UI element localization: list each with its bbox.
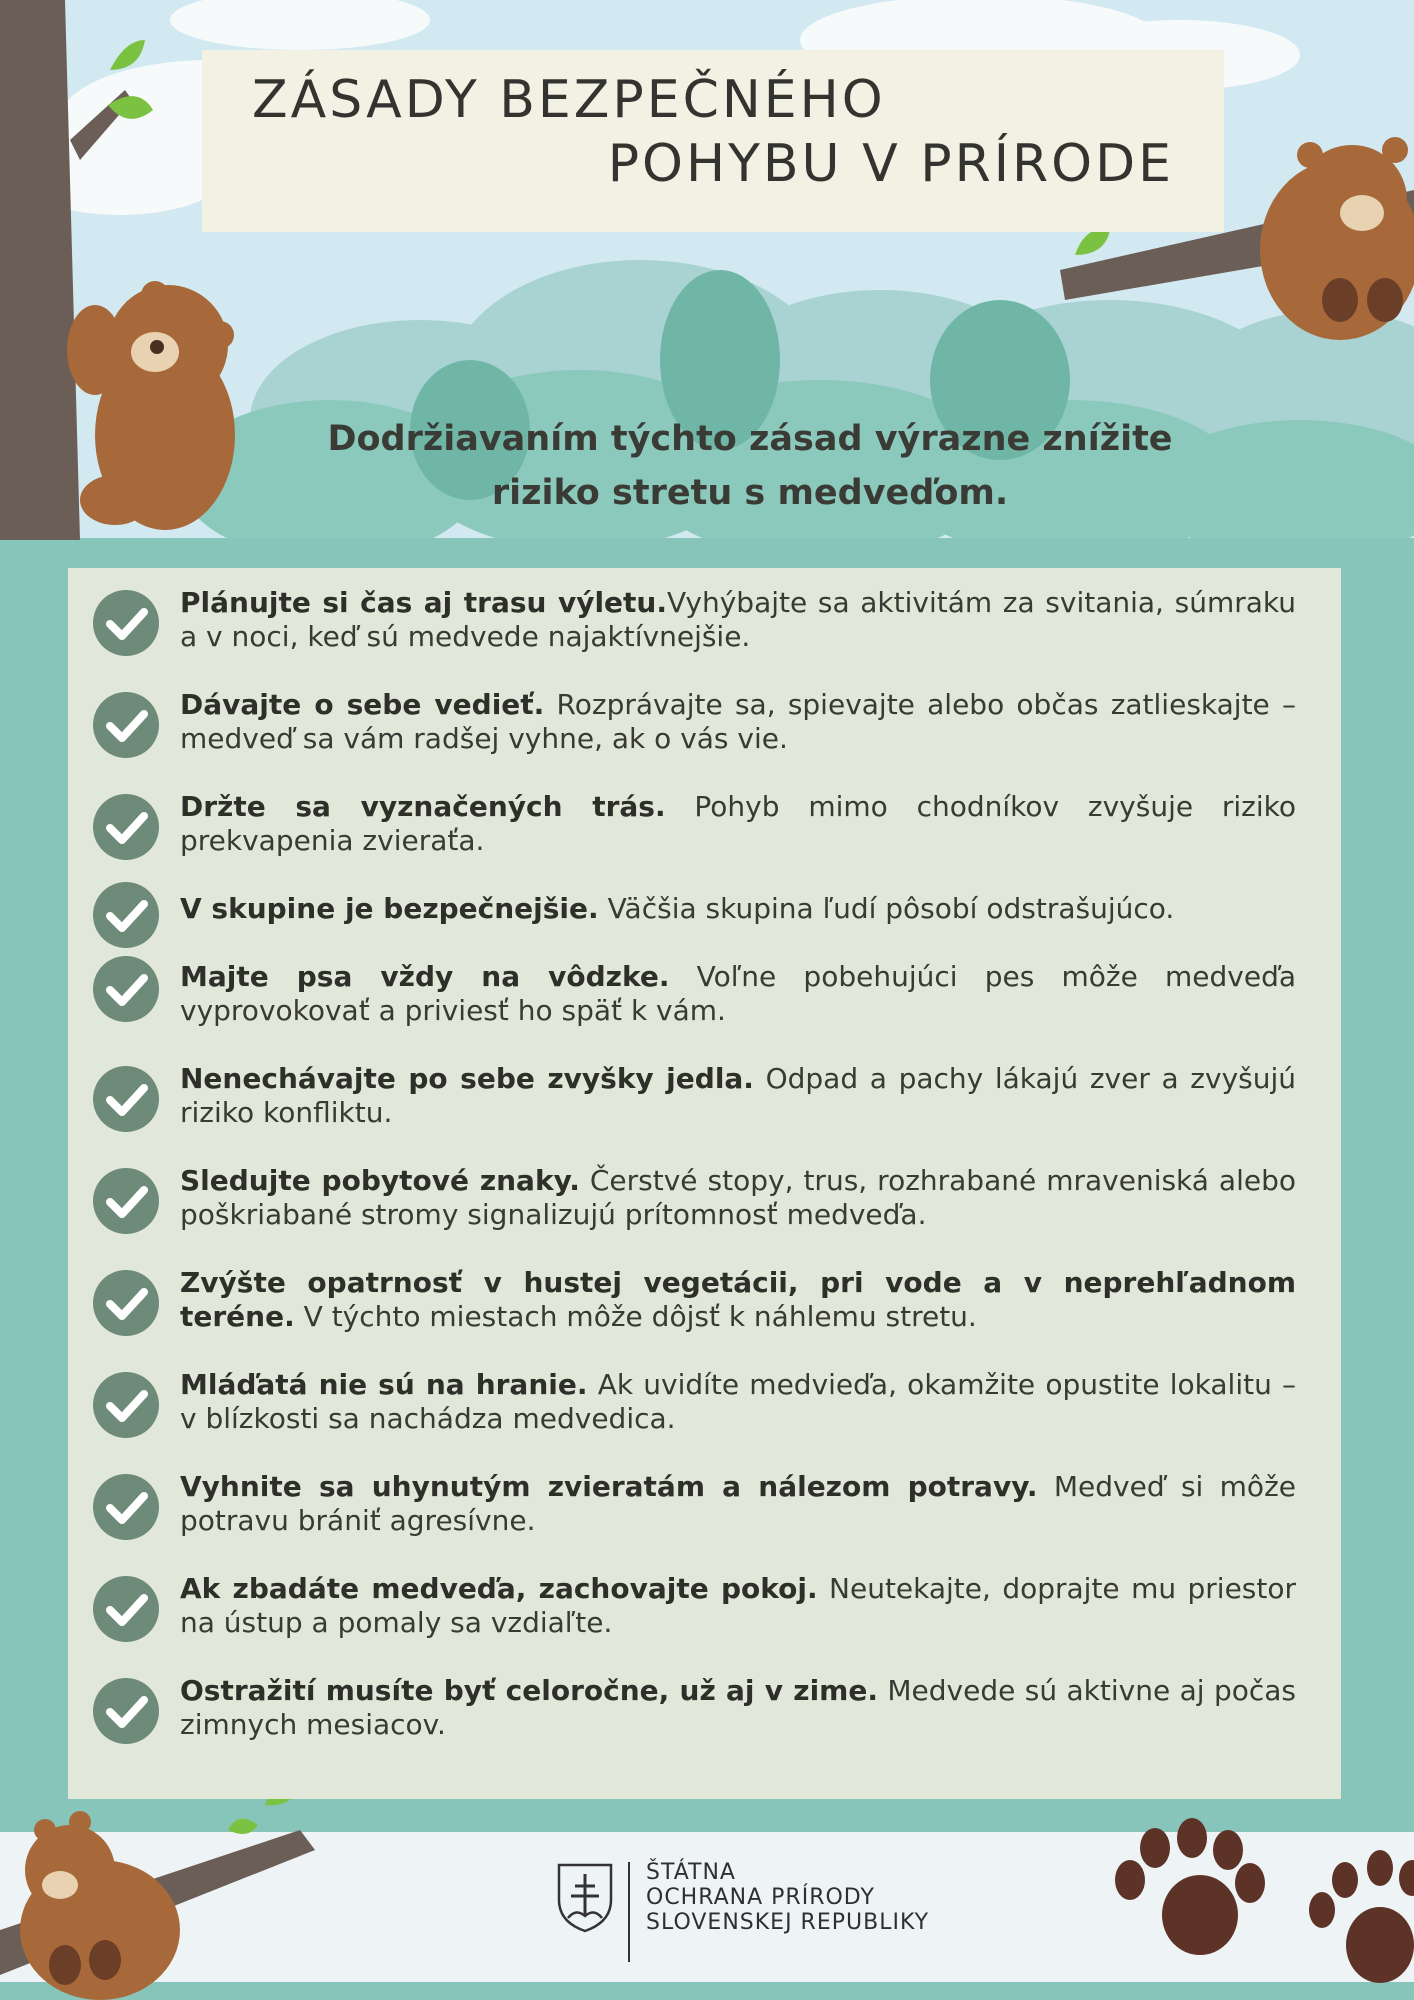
rule-text: Mláďatá nie sú na hranie. Ak uvidíte medvieďa, okamžite opustite lokalitu – v blízkosti sa nachádza medvedica. xyxy=(180,1368,1297,1435)
subtitle xyxy=(320,412,1180,520)
rule-text: Majte psa vždy na vôdzke. Voľne pobehujúci pes môže medveďa vyprovokovať a priviesť ho späť k vám. xyxy=(180,960,1296,1027)
rule-text: Zvýšte opatrnosť v hustej vegetácii, pri vode a v neprehľadnom teréne. V týchto miestach môže dôjsť k náhlemu stretu. xyxy=(180,1266,1296,1333)
coat-of-arms-icon xyxy=(556,1862,614,1934)
check-icon xyxy=(93,1576,159,1642)
check-icon xyxy=(93,590,159,656)
subtitle-line-1: Dodržiavaním týchto zásad výrazne znížite xyxy=(327,419,1173,459)
check-icon xyxy=(93,882,159,948)
title-line-1: ZÁSADY BEZPEČNÉHO xyxy=(252,70,886,130)
rule-text: Sledujte pobytové znaky. Čerstvé stopy, trus, rozhrabané mraveniská alebo poškriabané stromy signalizujú prítomnosť medveďa. xyxy=(180,1164,1296,1231)
logo-divider xyxy=(628,1862,630,1962)
logo-line-1: ŠTÁTNA xyxy=(646,1860,736,1885)
rule-text: Vyhnite sa uhynutým zvieratám a nálezom potravy. Medveď si môže potravu brániť agresívne. xyxy=(180,1470,1296,1537)
check-icon xyxy=(93,1270,159,1336)
check-icon xyxy=(93,1372,159,1438)
rule-text: Nenechávajte po sebe zvyšky jedla. Odpad a pachy lákajú zver a zvyšujú riziko konfliktu. xyxy=(180,1062,1297,1129)
check-icon xyxy=(93,1678,159,1744)
rule-text: Držte sa vyznačených trás. Pohyb mimo chodníkov zvyšuje riziko prekvapenia zvieraťa. xyxy=(180,790,1296,857)
check-icon xyxy=(93,692,159,758)
check-icon xyxy=(93,1474,159,1540)
logo-line-3: SLOVENSKEJ REPUBLIKY xyxy=(646,1910,930,1935)
rule-text: Ostražití musíte byť celoročne, už aj v zime. Medvede sú aktivne aj počas zimnych mesiacov. xyxy=(180,1674,1296,1741)
rule-text: Ak zbadáte medveďa, zachovajte pokoj. Neutekajte, doprajte mu priestor na ústup a pomaly sa vzdiaľte. xyxy=(180,1572,1296,1639)
rules-panel xyxy=(68,568,1341,1799)
organization-logo-text xyxy=(646,1860,929,1935)
rule-text: Dávajte o sebe vedieť. Rozprávajte sa, spievajte alebo občas zatlieskajte – medveď sa vám radšej vyhne, ak o vás vie. xyxy=(180,688,1296,755)
check-icon xyxy=(93,1168,159,1234)
rule-text: V skupine je bezpečnejšie. Väčšia skupina ľudí pôsobí odstrašujúco. xyxy=(180,892,1175,925)
check-icon xyxy=(93,1066,159,1132)
rule-text: Plánujte si čas aj trasu výletu.Vyhýbajte sa aktivitám za svitania, súmraku a v noci, keď sú medvede najaktívnejšie. xyxy=(180,586,1296,653)
title-line-2: POHYBU V PRÍRODE xyxy=(607,134,1174,194)
title-box xyxy=(202,50,1224,232)
check-icon xyxy=(93,794,159,860)
subtitle-line-2: riziko stretu s medveďom. xyxy=(491,473,1009,513)
check-icon xyxy=(93,956,159,1022)
logo-line-2: OCHRANA PRÍRODY xyxy=(646,1885,875,1910)
